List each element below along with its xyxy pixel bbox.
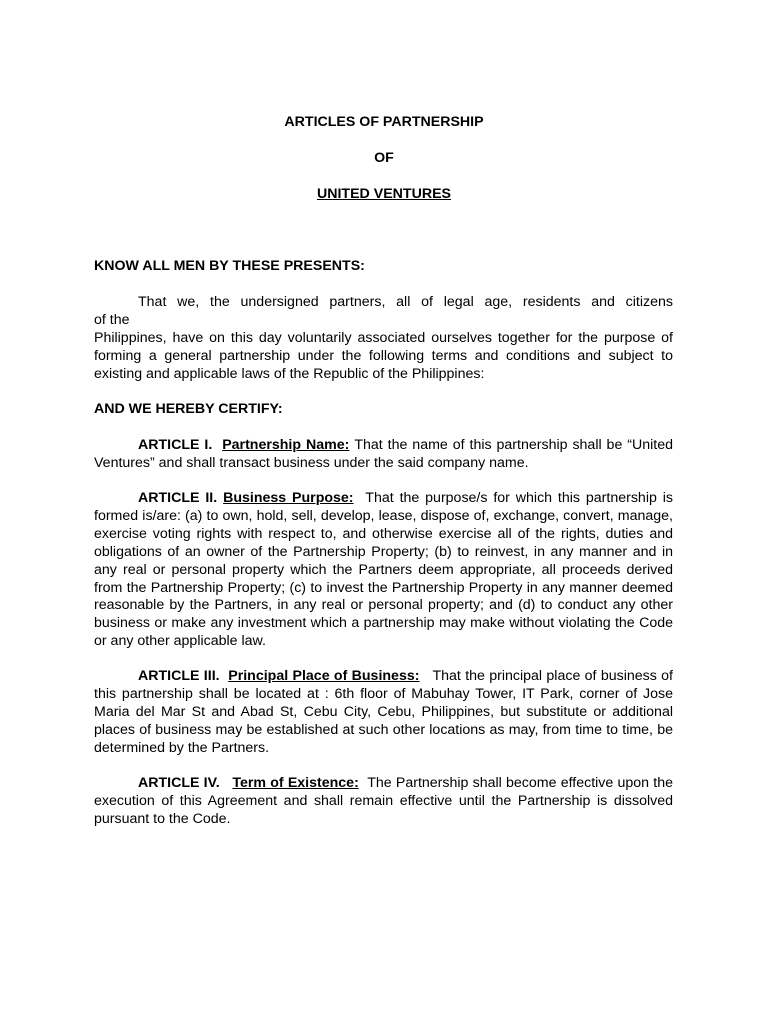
intro-line-1: That we, the undersigned partners, all of legal age, residents and citizens <box>138 294 673 310</box>
intro-paragraph <box>94 294 673 384</box>
partnership-name-title: UNITED VENTURES <box>316 186 451 202</box>
intro-body: Philippines, have on this day voluntarily associated ourselves together for the purpose of forming a general partnership under the following terms and conditions and subject to existing and applicable laws of the Republic of the Philippines: <box>94 329 673 382</box>
certify-heading: AND WE HEREBY CERTIFY: <box>94 401 283 417</box>
document-title: ARTICLES OF PARTNERSHIP <box>284 114 484 130</box>
article-2-label: ARTICLE II. <box>138 490 218 506</box>
article-4-label: ARTICLE IV. <box>138 775 220 791</box>
article-1-text: That the name of this partnership shall be “United Ventures” and shall transact business under the said company name. <box>94 437 674 471</box>
article-4-text: The Partnership shall become effective upon the execution of this Agreement and shall remain effective until the Partnership is dissolved pursuant to the Code. <box>94 775 673 827</box>
article-3-label: ARTICLE III. <box>138 668 220 684</box>
article-1-name: Partnership Name: <box>222 437 350 453</box>
article-1 <box>94 437 673 473</box>
article-3-text: That the principal place of business of this partnership shall be located at : 6th floor of Mabuhay Tower, IT Park, corner of Jose Maria del Mar St and Abad St, Cebu City, Cebu, Philippines, but substitute or additional places of business may be established at such other locations as may, from time to time, be determined by the Partners. <box>94 668 673 756</box>
article-2-name: Business Purpose: <box>223 490 354 506</box>
know-all-men-heading: KNOW ALL MEN BY THESE PRESENTS: <box>94 258 365 274</box>
article-2-text: That the purpose/s for which this partnership is formed is/are: (a) to own, hold, sell, develop, lease, dispose of, exchange, convert, manage, exercise voting rights with respect to, and otherwise exercise all of the rights, duties and obligations of an owner of the Partnership Property; (b) to reinvest, in any manner and in any real or personal property which the Partners deem appropriate, all proceeds derived from the Partnership Property; (c) to invest the Partnership Property in any manner deemed reasonable by the Partners, in any real or personal property; and (d) to conduct any other business or make any investment which a partnership may make without violating the Code or any other applicable law. <box>94 490 673 650</box>
article-1-label: ARTICLE I. <box>138 437 213 453</box>
article-3-name: Principal Place of Business: <box>228 668 420 684</box>
article-3 <box>94 668 673 758</box>
intro-line-2: of the <box>94 311 130 328</box>
article-2 <box>94 490 673 651</box>
document-title-of: OF <box>374 150 394 166</box>
article-4-name: Term of Existence: <box>232 775 359 791</box>
article-4 <box>94 775 673 829</box>
